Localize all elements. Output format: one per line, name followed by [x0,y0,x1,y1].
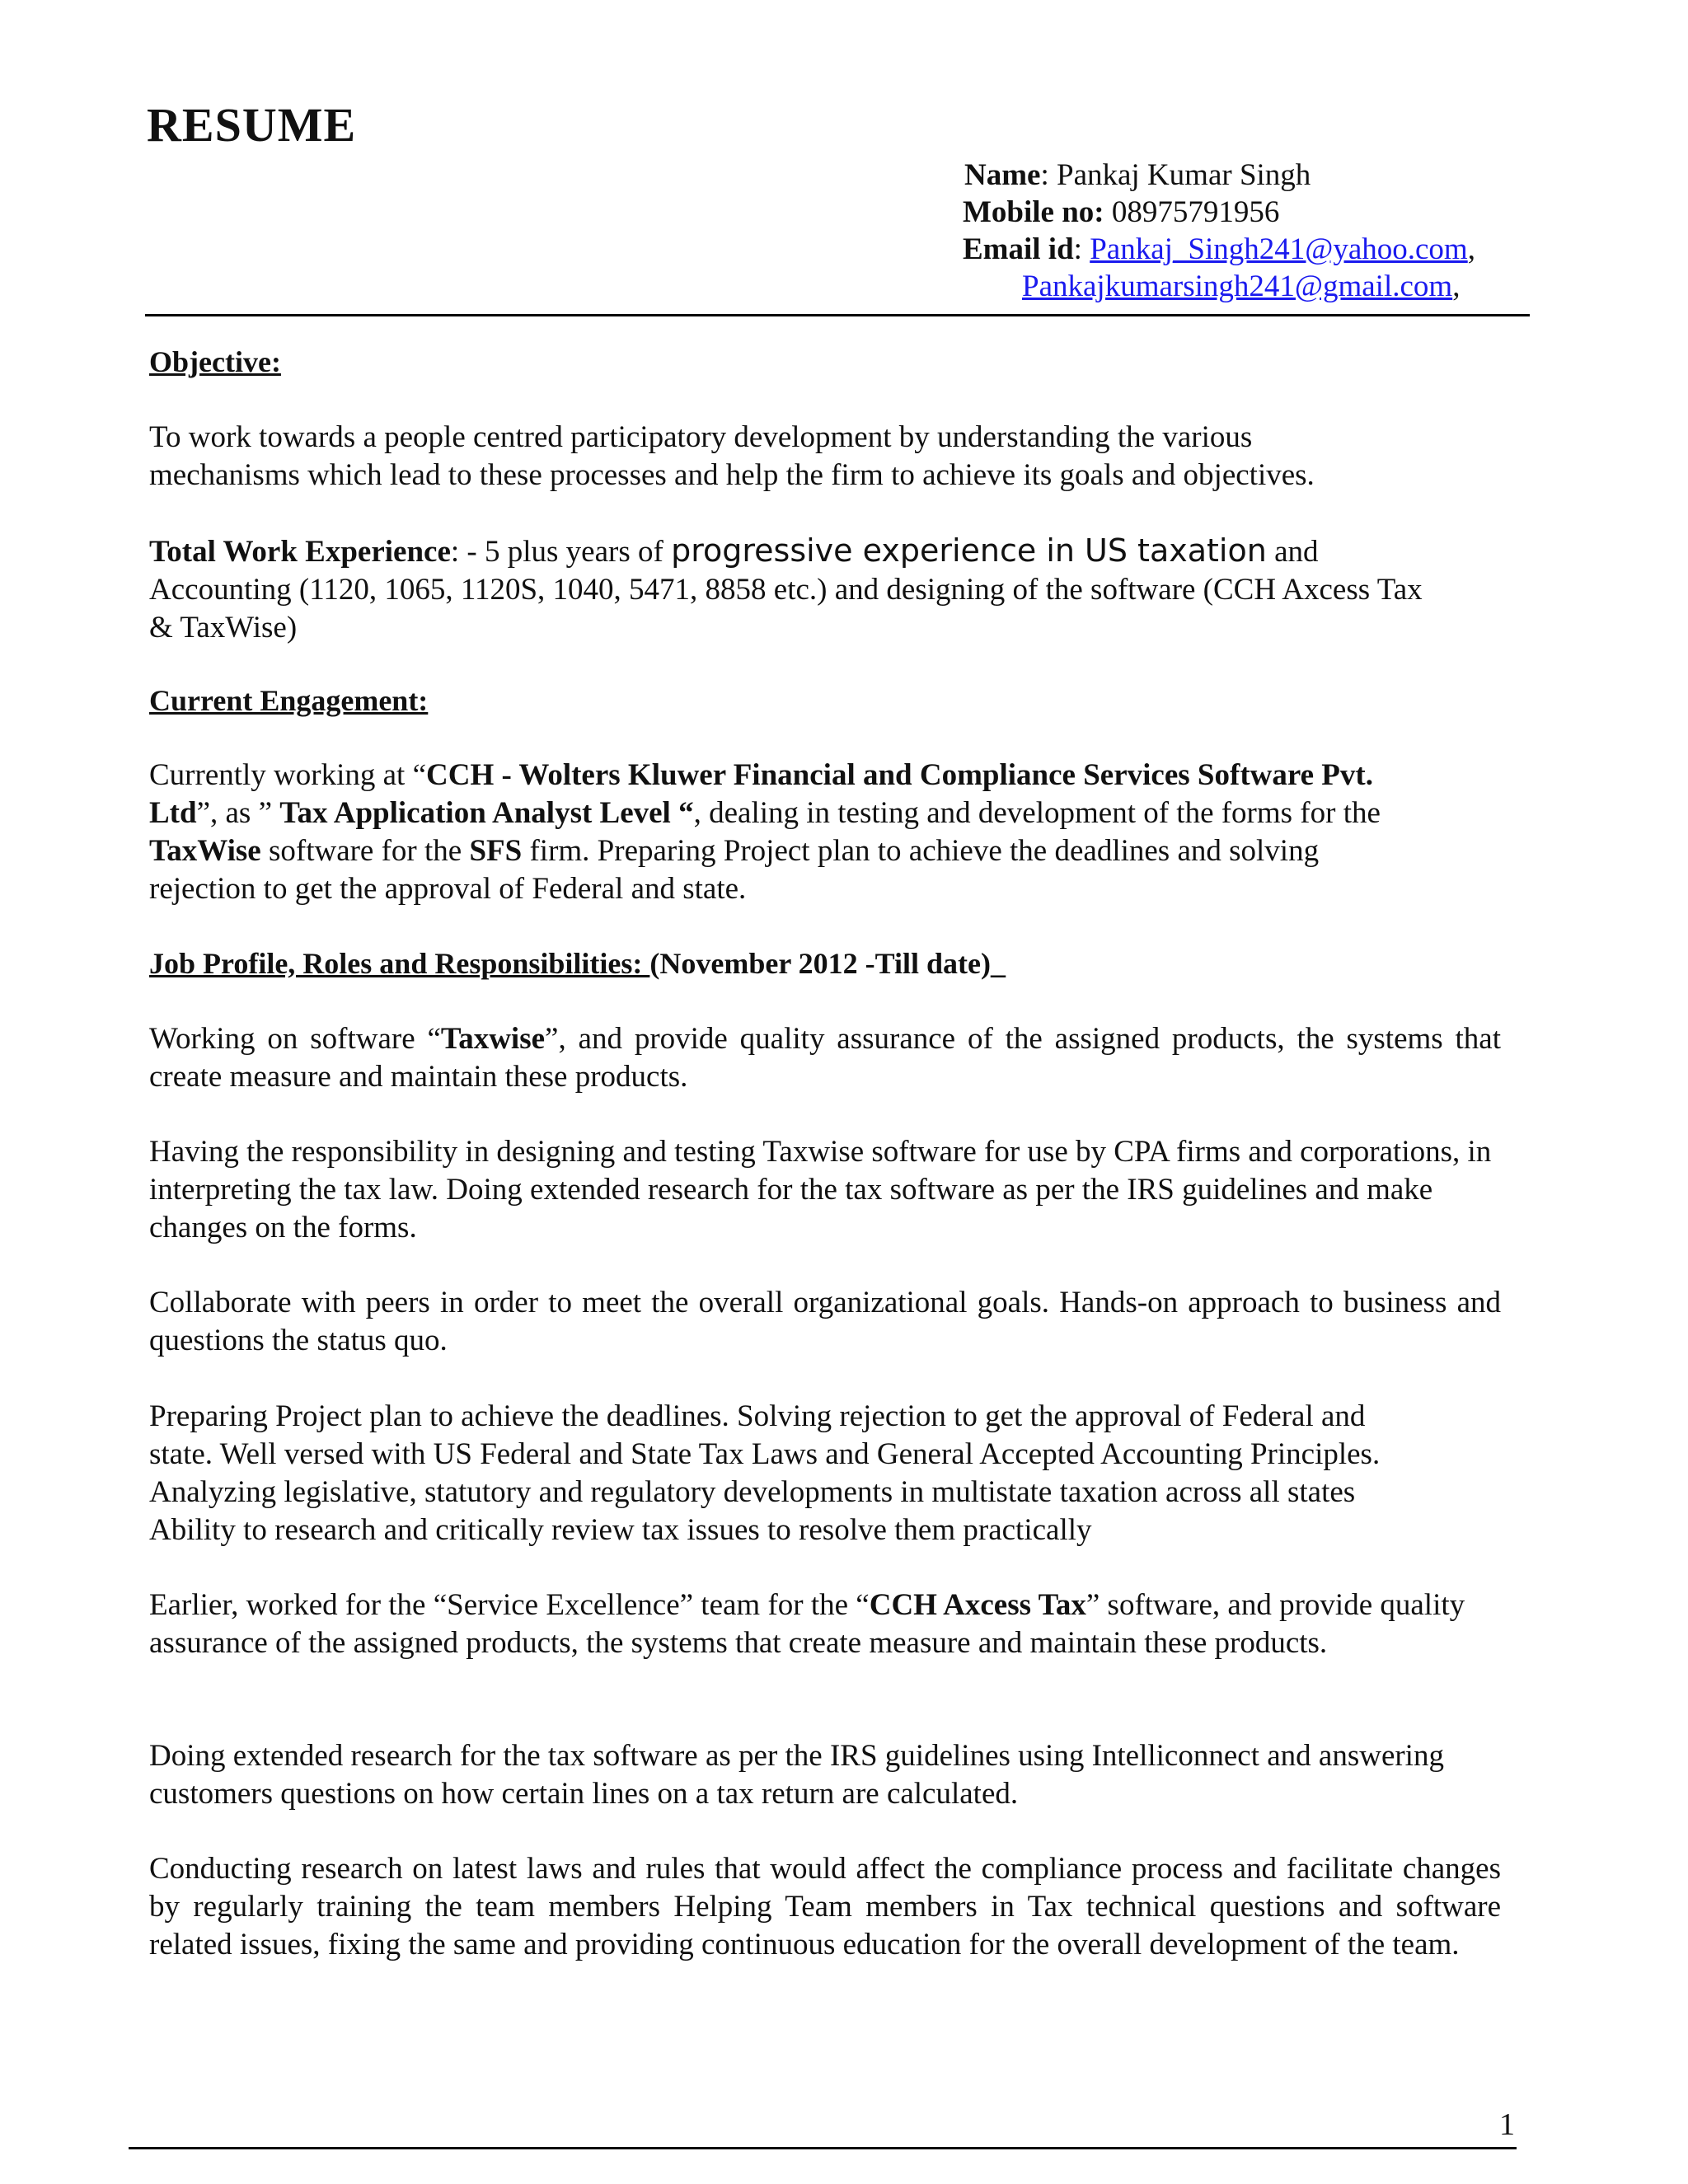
name-value: Pankaj Kumar Singh [1057,158,1311,192]
name-label: Name [964,158,1041,192]
employer-suffix: Ltd [149,796,197,830]
experience-line-1 [149,532,1517,571]
job-p5-c: ” software, and provide quality assurance of the assigned products, the systems that create measure and maintain these products. [149,1588,1465,1660]
job-p1-a: Working on software “ [149,1022,441,1056]
resume-title: RESUME [147,98,357,152]
current-line-2 [149,794,1517,832]
job-paragraph-2 [149,1133,1501,1247]
job-paragraph-6 [149,1737,1468,1813]
job-title: Tax Application Analyst Level “ [279,796,694,830]
job-paragraph-7 [149,1850,1501,1964]
job-p4-line-1: Preparing Project plan to achieve the deadlines. Solving rejection to get the approval of Federal and [149,1399,1366,1433]
job-profile-heading: Job Profile, Roles and Responsibilities: [149,947,650,980]
current-text-3: , dealing in testing and development of the forms for the [693,796,1381,830]
experience-line-2: Accounting (1120, 1065, 1120S, 1040, 5471, 8858 etc.) and designing of the software (CCH Axcess Tax [149,573,1423,607]
job-p7: Conducting research on latest laws and rules that would affect the compliance process and facilitate changes by regularly training the team members Helping Team members in Tax technical questions and software related issues, fixing the same and providing continuous education for the overall development of the team. [149,1852,1501,1961]
current-line-4: rejection to get the approval of Federal and state. [149,872,747,906]
job-p5-a: Earlier, worked for the “Service Excellence” team for the “ [149,1588,870,1622]
mobile-label: Mobile no: [963,195,1104,229]
current-text-2: ”, as ” [196,796,280,830]
employer-name: CCH - Wolters Kluwer Financial and Compliance Services Software Pvt. [426,758,1373,792]
current-text-1: Currently working at “ [149,758,426,792]
job-p4-line-3: Analyzing legislative, statutory and regulatory developments in multistate taxation across all states [149,1475,1356,1509]
job-profile-period: (November 2012 -Till date) [649,947,992,980]
job-paragraph-1 [149,1020,1501,1096]
page-number: 1 [1499,2107,1515,2142]
mobile-value: 08975791956 [1111,195,1280,229]
job-paragraph-5 [149,1586,1501,1662]
job-profile-heading-line [149,946,1006,981]
email-link-gmail[interactable]: Pankajkumarsingh241@gmail.com [1022,269,1453,303]
job-p6: Doing extended research for the tax software as per the IRS guidelines using Intelliconnect and answering customers questions on how certain lines on a tax return are calculated. [149,1739,1444,1811]
job-p4-line-4: Ability to research and critically review tax issues to resolve them practically [149,1513,1092,1547]
current-engagement-heading: Current Engagement: [149,684,429,717]
header-divider [145,314,1530,316]
email-line-2: Pankajkumarsingh241@gmail.com, [1022,269,1461,303]
job-p3: Collaborate with peers in order to meet the overall organizational goals. Hands-on approach to business and questions the status quo. [149,1286,1501,1357]
objective-heading: Objective: [149,345,281,378]
job-paragraph-4 [149,1398,1517,1549]
job-p2: Having the responsibility in designing and testing Taxwise software for use by CPA firms and corporations, in interpreting the tax law. Doing extended research for the tax software as per the IRS guidelines and make changes on the forms. [149,1135,1492,1244]
firm-name: SFS [469,834,523,868]
mobile-line [963,194,1279,232]
objective-line-1: To work towards a people centred participatory development by understanding the various [149,420,1253,454]
experience-highlight: progressive experience in US taxation [671,532,1267,569]
experience-line-3: & TaxWise) [149,611,298,644]
current-engagement-text [149,757,1517,908]
experience-text [149,532,1517,647]
job-p1-c: ”, and provide quality assurance of the assigned products, the systems that create measure and maintain these products. [149,1022,1502,1094]
footer-divider [129,2147,1517,2149]
objective-text [149,419,1517,494]
objective-line-2: mechanisms which lead to these processes and help the firm to achieve its goals and objectives. [149,458,1315,492]
job-p4-line-2: state. Well versed with US Federal and State Tax Laws and General Accepted Accounting Principles. [149,1437,1381,1471]
email-link-yahoo[interactable]: Pankaj_Singh241@yahoo.com [1090,232,1468,266]
current-text-4: software for the [260,834,470,868]
job-p5-software: CCH Axcess Tax [869,1588,1086,1622]
current-text-5: firm. Preparing Project plan to achieve the deadlines and solving [522,834,1320,868]
current-line-3 [149,832,1517,870]
experience-and: and [1266,535,1319,569]
experience-label: Total Work Experience [149,535,451,569]
email-label: Email id [963,232,1074,266]
name-line: Name: Pankaj Kumar Singh [964,158,1311,192]
experience-years: : - 5 plus years of [450,535,672,569]
software-name: TaxWise [149,834,261,868]
current-line-1 [149,757,1517,794]
job-profile-tail: _ [991,947,1006,980]
job-paragraph-3 [149,1284,1501,1360]
job-p1-software: Taxwise [440,1022,546,1056]
email-line: Email id: Pankaj_Singh241@yahoo.com, [963,232,1475,266]
